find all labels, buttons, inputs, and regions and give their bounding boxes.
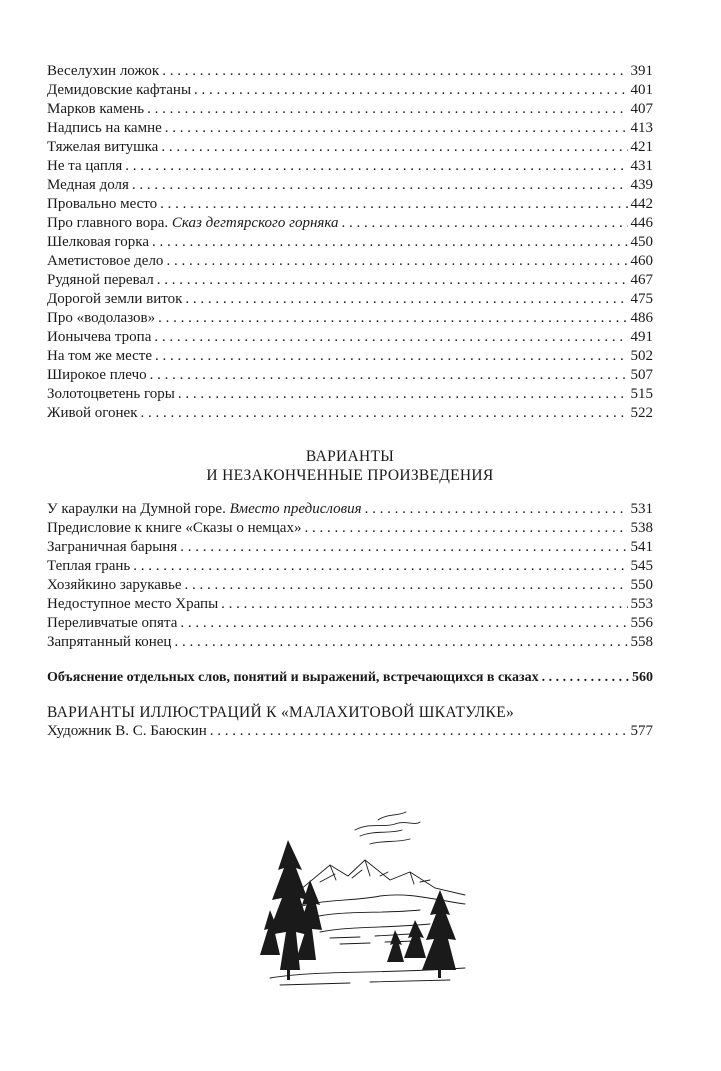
toc-entry[interactable] [47,138,653,157]
table-of-contents [47,62,653,741]
dot-leader [132,176,628,195]
dot-leader [160,195,627,214]
toc-entry[interactable] [47,309,653,328]
toc-entry[interactable] [47,366,653,385]
toc-entry-title: Демидовские кафтаны [47,82,192,98]
dot-leader [365,500,628,519]
toc-entry-title: Теплая грань [47,558,131,574]
toc-entry-page: 515 [630,386,653,402]
toc-entry[interactable] [47,538,653,557]
toc-entry-subtitle: Сказ дегтярского горняка [171,215,339,231]
toc-entry[interactable] [47,328,653,347]
toc-entry[interactable] [47,722,653,741]
toc-entry[interactable] [47,100,653,119]
toc-entry[interactable] [47,176,653,195]
toc-entry-page: 486 [630,310,653,326]
toc-entry-title: Широкое плечо [47,367,147,383]
toc-list-main [47,62,653,423]
toc-entry-title: Объяснение отдельных слов, понятий и выражений, встречающихся в сказах [47,670,539,685]
toc-entry-page: 577 [630,723,653,739]
toc-entry-page: 450 [630,234,653,250]
landscape-vignette-illustration [260,810,470,990]
dot-leader [185,290,627,309]
toc-entry-title-main: У караулки на Думной горе. [47,501,226,517]
dot-leader [304,519,627,538]
section-heading-variants [47,447,653,485]
toc-entry-title: На том же месте [47,348,153,364]
toc-entry-title: Живой огонек [47,405,138,421]
dot-leader [194,81,627,100]
toc-entry-page: 475 [630,291,653,307]
toc-entry-title: Не та цапля [47,158,123,174]
toc-entry-title: Хозяйкино зарукавье [47,577,182,593]
toc-entry[interactable] [47,576,653,595]
dot-leader [161,138,627,157]
toc-entry[interactable] [47,633,653,652]
toc-entry-page: 460 [630,253,653,269]
toc-entry[interactable] [47,62,653,81]
toc-entry-page: 507 [630,367,653,383]
dot-leader [125,157,627,176]
toc-entry-title [47,214,339,233]
toc-entry-title: Аметистовое дело [47,253,164,269]
section-heading-line: ВАРИАНТЫ [305,448,395,465]
section-heading-line: И НЕЗАКОНЧЕННЫЕ ПРОИЗВЕДЕНИЯ [206,467,494,484]
toc-entry-page: 391 [630,63,653,79]
toc-entry[interactable] [47,233,653,252]
toc-entry[interactable] [47,252,653,271]
dot-leader [152,233,628,252]
toc-entry-glossary[interactable] [47,668,653,687]
toc-entry[interactable] [47,595,653,614]
toc-entry[interactable] [47,214,653,233]
toc-entry-page: 431 [630,158,653,174]
toc-entry[interactable] [47,614,653,633]
toc-entry-title: Заграничная барыня [47,539,178,555]
dot-leader [155,347,627,366]
toc-entry-page: 439 [630,177,653,193]
toc-entry[interactable] [47,81,653,100]
dot-leader [165,119,628,138]
toc-entry-page: 556 [630,615,653,631]
toc-entry-page: 413 [630,120,653,136]
dot-leader [162,62,627,81]
toc-entry[interactable] [47,500,653,519]
toc-entry-title: Художник В. С. Баюскин [47,723,207,739]
toc-entry-page: 491 [630,329,653,345]
toc-entry-title: Переливчатые опята [47,615,178,631]
toc-entry[interactable] [47,271,653,290]
toc-entry-page: 401 [630,82,653,98]
toc-entry-page: 446 [630,215,653,231]
toc-entry-page: 538 [630,520,653,536]
dot-leader [150,366,628,385]
toc-entry[interactable] [47,519,653,538]
dot-leader [221,595,627,614]
toc-entry[interactable] [47,195,653,214]
toc-entry-page: 553 [630,596,653,612]
dot-leader [210,722,628,741]
toc-entry-title [47,500,362,519]
toc-entry[interactable] [47,385,653,404]
toc-entry-title: Веселухин ложок [47,63,160,79]
toc-entry[interactable] [47,157,653,176]
toc-entry-title: Запрятанный конец [47,634,172,650]
toc-entry-title: Медная доля [47,177,129,193]
toc-entry-page: 560 [632,670,653,685]
toc-entry-title-main: Про главного вора. [47,215,169,231]
dot-leader [174,633,627,652]
dot-leader [180,614,627,633]
section-heading-illustrations: ВАРИАНТЫ ИЛЛЮСТРАЦИЙ К «МАЛАХИТОВОЙ ШКАТУЛКЕ» [47,704,515,721]
dot-leader [154,328,627,347]
toc-entry-page: 467 [630,272,653,288]
toc-entry[interactable] [47,557,653,576]
toc-entry-page: 522 [630,405,653,421]
dot-leader [157,271,628,290]
toc-entry-title: Золотоцветень горы [47,386,175,402]
dot-leader [133,557,627,576]
dot-leader [178,385,628,404]
toc-entry-page: 407 [630,101,653,117]
toc-entry-title: Рудяной перевал [47,272,154,288]
toc-entry-page: 421 [630,139,653,155]
dot-leader [158,309,627,328]
toc-entry-subtitle: Вместо предисловия [229,501,362,517]
toc-entry-title: Недоступное место Храпы [47,596,219,612]
toc-entry-page: 442 [630,196,653,212]
toc-entry-title: Марков камень [47,101,145,117]
toc-entry-page: 550 [630,577,653,593]
dot-leader [542,668,629,687]
toc-entry-title: Предисловие к книге «Сказы о немцах» [47,520,302,536]
dot-leader [147,100,627,119]
toc-entry-page: 541 [630,539,653,555]
toc-entry-title: Про «водолазов» [47,310,156,326]
toc-entry-page: 502 [630,348,653,364]
toc-entry-title: Шелковая горка [47,234,149,250]
toc-entry[interactable] [47,347,653,366]
toc-entry[interactable] [47,290,653,309]
toc-entry-page: 545 [630,558,653,574]
dot-leader [185,576,628,595]
dot-leader [140,404,627,423]
toc-list-variants [47,500,653,652]
toc-entry-title: Тяжелая витушка [47,139,159,155]
toc-entry[interactable] [47,119,653,138]
dot-leader [180,538,627,557]
toc-entry-title: Дорогой земли виток [47,291,183,307]
toc-entry-page: 531 [630,501,653,517]
toc-entry[interactable] [47,404,653,423]
dot-leader [342,214,628,233]
toc-entry-title: Надпись на камне [47,120,162,136]
dot-leader [166,252,627,271]
toc-entry-title: Ионычева тропа [47,329,152,345]
toc-entry-page: 558 [630,634,653,650]
toc-entry-title: Провально место [47,196,158,212]
